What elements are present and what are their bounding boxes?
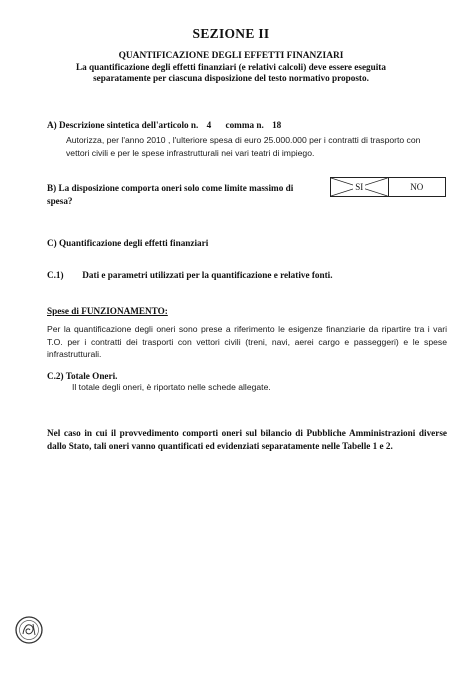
spese-heading: Spese di FUNZIONAMENTO: — [47, 306, 168, 316]
intro-line-1: La quantificazione degli effetti finanziari (e relativi calcoli) deve essere eseguita — [76, 62, 386, 72]
section-a-label: A) Descrizione sintetica dell'articolo n. — [47, 120, 199, 130]
option-no-cell — [388, 178, 446, 196]
section-a-heading — [47, 120, 281, 130]
c1-text: Dati e parametri utilizzati per la quantificazione e relative fonti. — [82, 270, 333, 280]
section-b-question: B) La disposizione comporta oneri solo come limite massimo di spesa? — [47, 183, 294, 206]
official-seal-icon — [14, 615, 44, 645]
final-note: Nel caso in cui il provvedimento comporti oneri sul bilancio di Pubbliche Amministrazioni diverse dallo Stato, tali oneri vanno quantificati ed evidenziati separatamente nelle Tabelle 1 e 2. — [47, 428, 447, 451]
yes-no-box — [330, 177, 446, 197]
comma-number: 18 — [272, 120, 282, 130]
spese-text: Per la quantificazione degli oneri sono prese a riferimento le esigenze finanziarie da ripartire tra i vari T.O. per i contratti dei trasporti con vettori civili (treni, navi, aerei cargo e passeggeri) e le spese infrastrutturali. — [47, 324, 447, 359]
option-yes-label: SI — [355, 182, 364, 192]
option-yes-cell — [331, 178, 388, 196]
c2-heading: C.2) Totale Oneri. — [47, 371, 118, 381]
option-no-label: NO — [410, 182, 424, 192]
comma-label: comma n. — [225, 120, 264, 130]
section-c-heading: C) Quantificazione degli effetti finanziari — [47, 238, 209, 248]
section-a-text: Autorizza, per l'anno 2010 , l'ulteriore spesa di euro 25.000.000 per i contratti di trasporto con vettori civili e per le spese infrastrutturali nei vari teatri di impiego. — [66, 135, 421, 158]
section-subtitle: QUANTIFICAZIONE DEGLI EFFETTI FINANZIARI — [118, 51, 344, 61]
c2-text: Il totale degli oneri, è riportato nelle schede allegate. — [72, 382, 271, 392]
intro-line-2: separatamente per ciascuna disposizione del testo normativo proposto. — [93, 73, 369, 83]
article-number: 4 — [206, 120, 212, 130]
c1-label: C.1) — [47, 270, 64, 280]
section-c1-heading — [47, 270, 333, 280]
page-title: SEZIONE II — [192, 26, 270, 41]
